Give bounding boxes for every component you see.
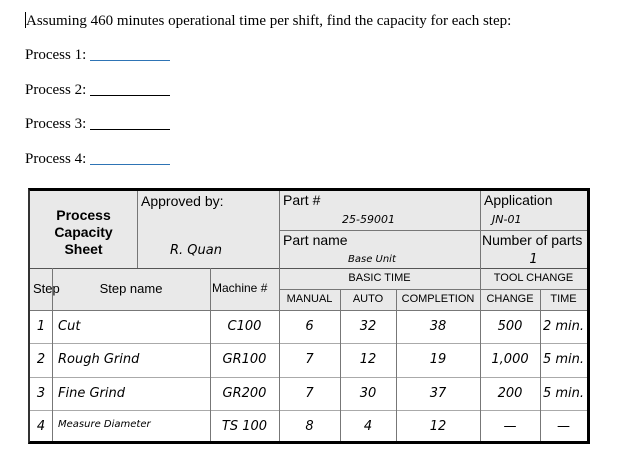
cell-name: Fine Grind	[58, 386, 125, 401]
step-header: Step	[33, 281, 60, 296]
cell-change: 1,000	[491, 352, 529, 367]
cell-time: —	[557, 419, 570, 434]
time-header: TIME	[550, 293, 577, 305]
cell-step: 4	[36, 419, 46, 434]
application-label: Application	[484, 192, 553, 208]
process-label: Process 2:	[25, 82, 87, 98]
cell-completion: 38	[429, 319, 447, 334]
cell-manual: 7	[305, 352, 314, 367]
cell-machine: C100	[227, 319, 262, 334]
part-name-label: Part name	[283, 232, 348, 248]
num-parts-value: 1	[529, 252, 538, 267]
cell-completion: 19	[429, 352, 447, 367]
cell-auto: 12	[359, 352, 377, 367]
cell-completion: 12	[429, 419, 447, 434]
auto-header: AUTO	[352, 293, 384, 305]
process-capacity-sheet	[28, 188, 590, 444]
part-name-value: Base Unit	[348, 254, 396, 265]
cell-machine: GR200	[222, 386, 267, 401]
answer-blank[interactable]	[90, 81, 170, 96]
machine-header: Machine #	[212, 281, 268, 295]
cell-step: 2	[36, 352, 46, 367]
cell-manual: 8	[305, 419, 314, 434]
cell-manual: 7	[305, 386, 314, 401]
cell-change: —	[503, 419, 517, 434]
cell-time: 5 min.	[542, 386, 585, 401]
approved-label: Approved by:	[141, 193, 224, 209]
cell-change: 200	[497, 386, 523, 401]
part-no-value: 25-59001	[342, 213, 395, 226]
manual-header: MANUAL	[286, 293, 333, 305]
question-intro	[25, 12, 511, 30]
process-4-line	[25, 150, 170, 168]
answer-blank[interactable]	[90, 150, 170, 165]
process-label: Process 3:	[25, 116, 87, 132]
cell-manual: 6	[305, 319, 314, 334]
cell-time: 2 min.	[542, 319, 585, 334]
intro-text: Assuming 460 minutes operational time per shift, find the capacity for each step:	[26, 13, 512, 29]
cell-change: 500	[497, 319, 523, 334]
completion-header: COMPLETION	[401, 293, 475, 305]
cell-time: 5 min.	[542, 352, 585, 367]
tool-change-header: TOOL CHANGE	[493, 272, 574, 284]
basic-time-header: BASIC TIME	[348, 272, 411, 284]
cell-auto: 32	[359, 319, 377, 334]
answer-blank[interactable]	[90, 46, 170, 61]
cell-machine: TS 100	[221, 419, 268, 434]
approved-value: R. Quan	[170, 243, 222, 258]
cell-step: 1	[36, 319, 46, 334]
cell-auto: 4	[363, 419, 373, 434]
answer-blank[interactable]	[90, 115, 170, 130]
cell-completion: 37	[429, 386, 447, 401]
cell-auto: 30	[359, 386, 377, 401]
sheet-title: Process Capacity Sheet	[54, 207, 113, 257]
cell-name: Rough Grind	[58, 352, 140, 367]
cell-step: 3	[36, 386, 46, 401]
num-parts-label: Number of parts	[482, 232, 583, 248]
process-label: Process 4:	[25, 151, 87, 167]
process-2-line	[25, 81, 170, 99]
cell-name: Measure Diameter	[58, 419, 151, 430]
cell-name: Cut	[58, 319, 81, 334]
application-value: JN-01	[492, 213, 522, 226]
cell-machine: GR100	[222, 352, 267, 367]
process-label: Process 1:	[25, 47, 87, 63]
part-no-label: Part #	[283, 192, 321, 208]
change-header: CHANGE	[486, 293, 534, 305]
process-1-line	[25, 46, 170, 64]
step-name-header: Step name	[99, 281, 163, 296]
process-3-line	[25, 115, 170, 133]
